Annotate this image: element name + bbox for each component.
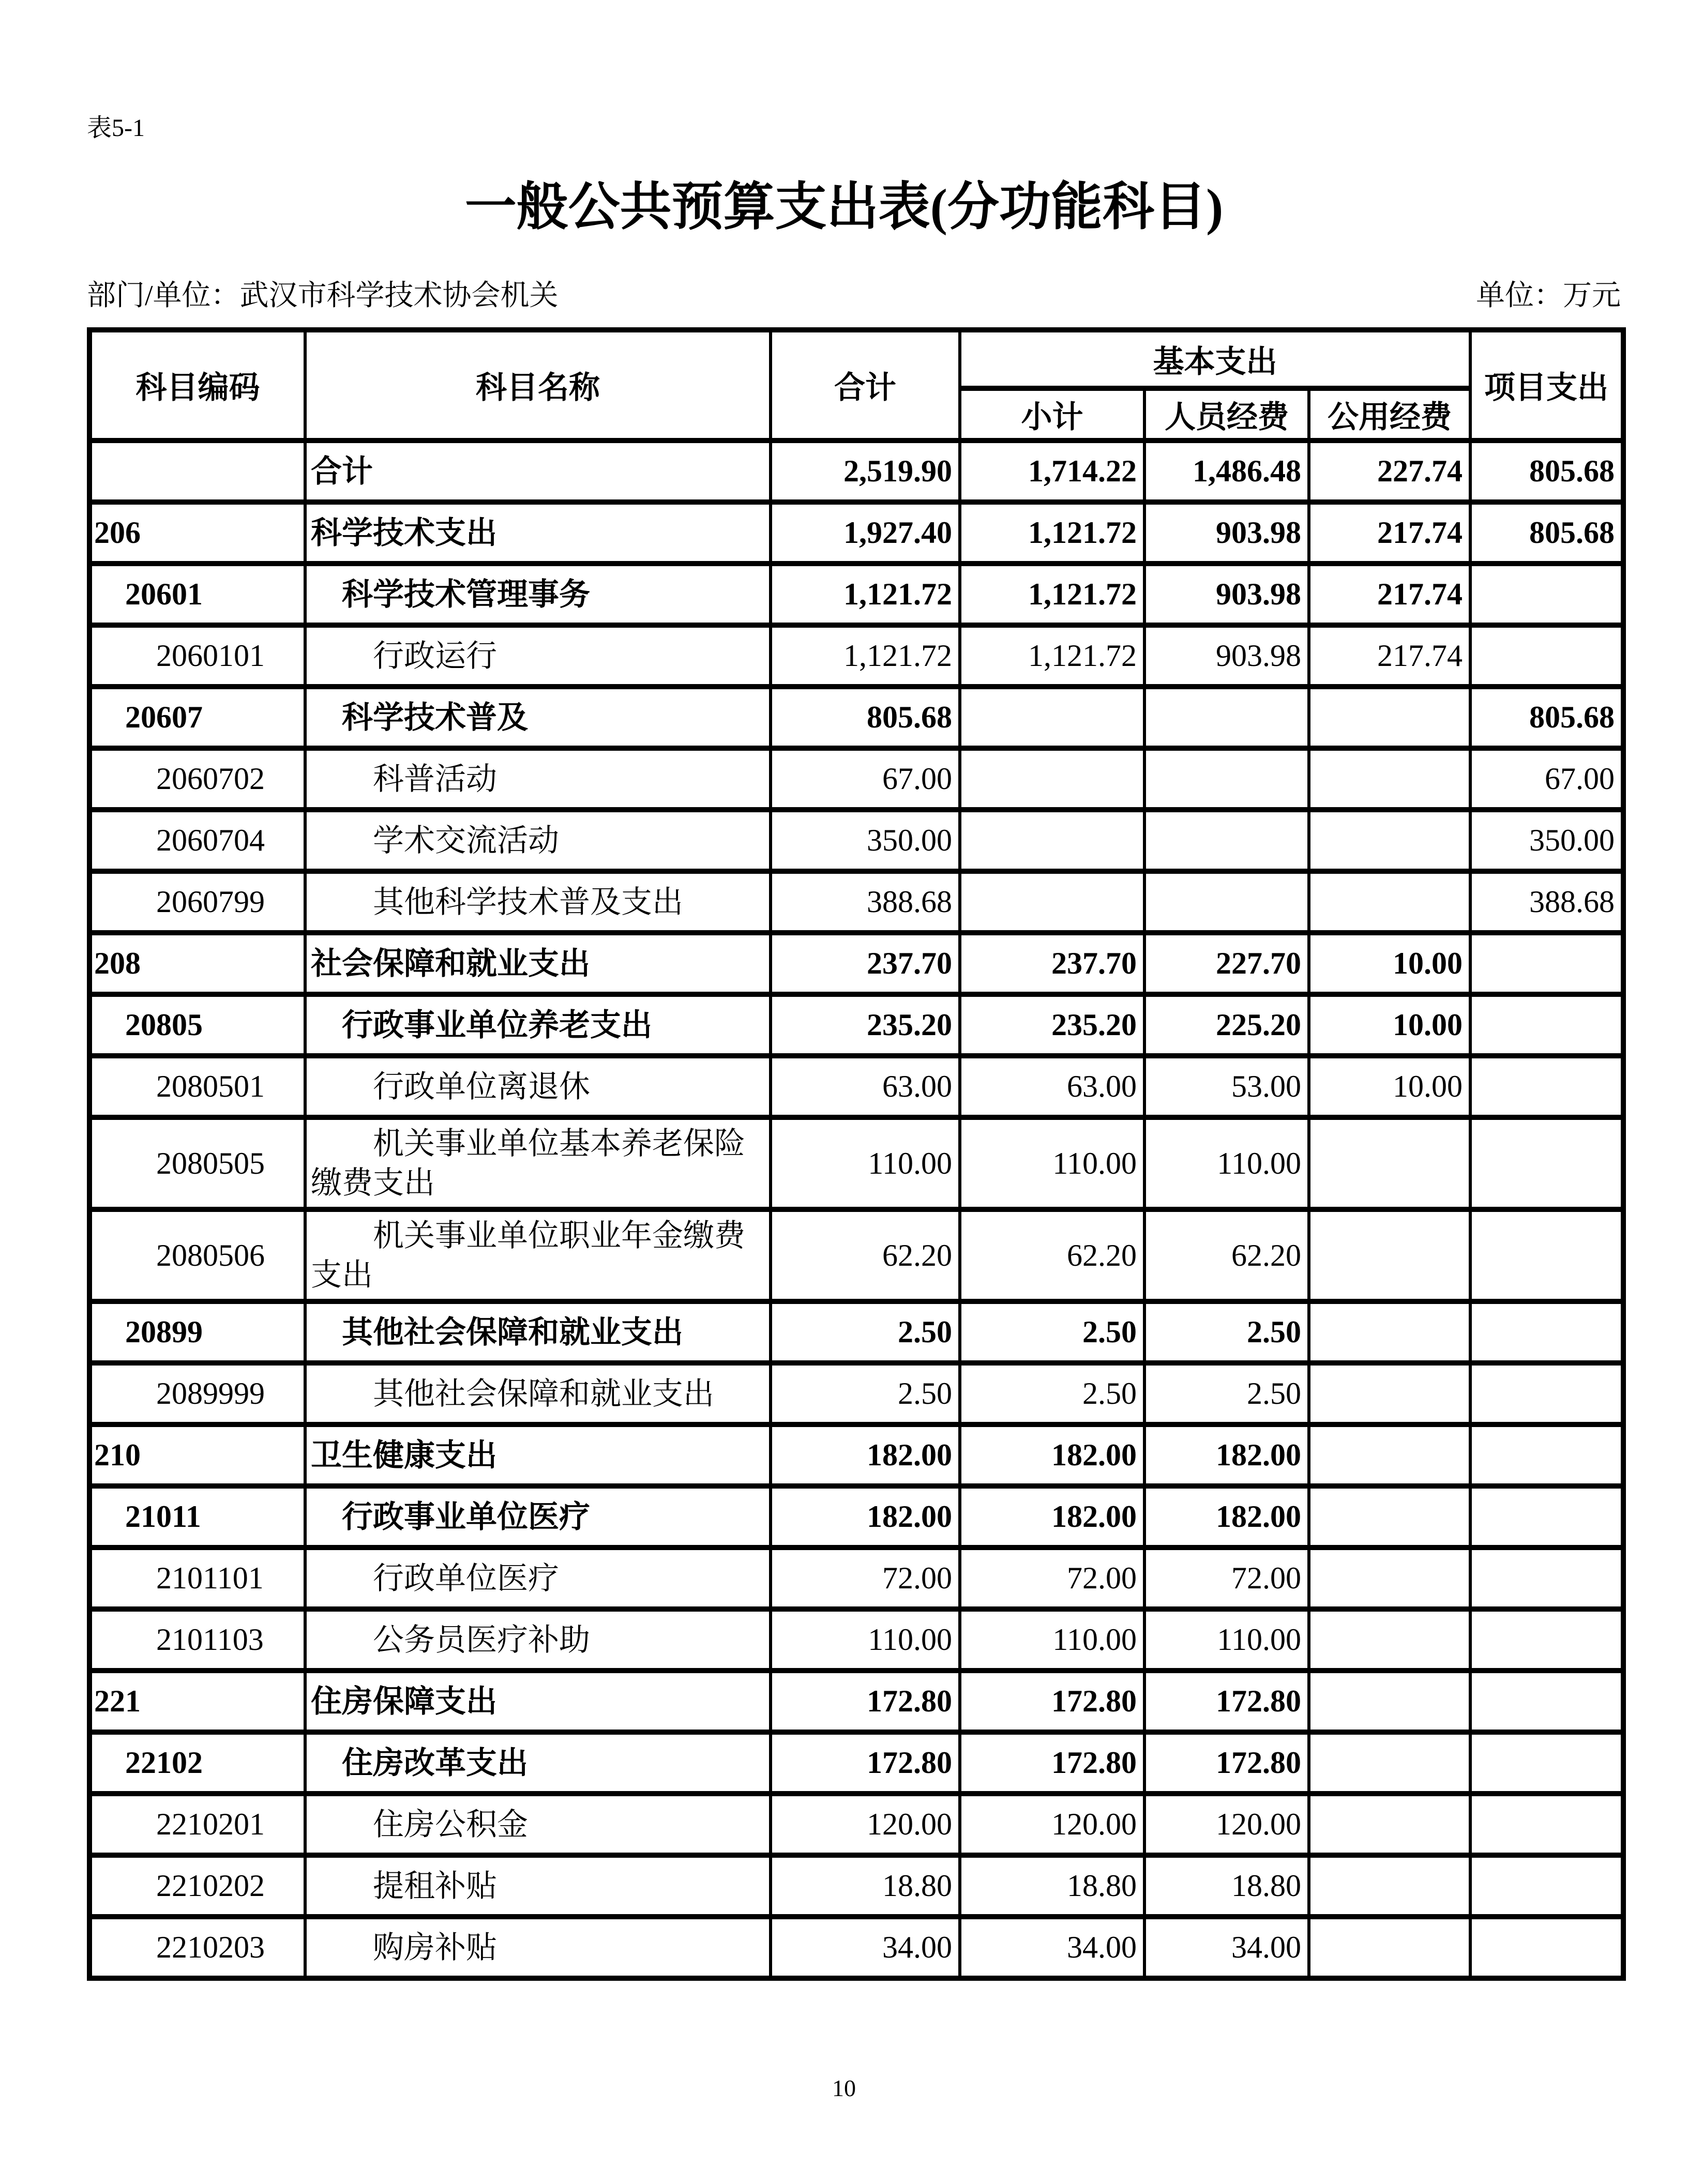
cell-code: 2080505	[89, 1117, 305, 1209]
col-header-name: 科目名称	[305, 330, 771, 441]
cell-code: 2089999	[89, 1363, 305, 1424]
cell-subtotal: 1,121.72	[960, 564, 1144, 625]
cell-public: 10.00	[1309, 933, 1470, 994]
table-row	[89, 1609, 1623, 1671]
cell-personnel: 172.80	[1144, 1732, 1309, 1794]
cell-name: 行政单位医疗	[305, 1548, 771, 1609]
cell-personnel	[1144, 748, 1309, 810]
cell-public	[1309, 871, 1470, 933]
cell-code: 20607	[89, 687, 305, 748]
cell-subtotal: 182.00	[960, 1424, 1144, 1486]
cell-code: 221	[89, 1671, 305, 1732]
cell-personnel: 903.98	[1144, 625, 1309, 687]
cell-name: 社会保障和就业支出	[305, 933, 771, 994]
cell-total: 18.80	[771, 1855, 960, 1917]
cell-subtotal: 110.00	[960, 1117, 1144, 1209]
cell-personnel: 120.00	[1144, 1794, 1309, 1855]
cell-public	[1309, 687, 1470, 748]
table-row	[89, 1301, 1623, 1363]
cell-code: 20805	[89, 994, 305, 1056]
table-row	[89, 871, 1623, 933]
cell-name: 行政运行	[305, 625, 771, 687]
cell-personnel: 110.00	[1144, 1609, 1309, 1671]
cell-project: 805.68	[1470, 502, 1623, 564]
cell-name: 行政事业单位养老支出	[305, 994, 771, 1056]
cell-code: 2210203	[89, 1917, 305, 1978]
table-row	[89, 1056, 1623, 1117]
cell-code: 21011	[89, 1486, 305, 1548]
cell-total: 172.80	[771, 1732, 960, 1794]
col-header-personnel: 人员经费	[1144, 388, 1309, 441]
cell-code: 20899	[89, 1301, 305, 1363]
cell-public: 227.74	[1309, 441, 1470, 502]
table-row	[89, 1209, 1623, 1301]
cell-subtotal: 110.00	[960, 1609, 1144, 1671]
cell-subtotal	[960, 810, 1144, 871]
cell-project	[1470, 1855, 1623, 1917]
cell-code: 20601	[89, 564, 305, 625]
cell-subtotal: 1,121.72	[960, 625, 1144, 687]
cell-subtotal	[960, 748, 1144, 810]
cell-total: 110.00	[771, 1117, 960, 1209]
table-label: 表5-1	[87, 114, 145, 142]
cell-public	[1309, 1732, 1470, 1794]
col-header-public: 公用经费	[1309, 388, 1470, 441]
cell-public	[1309, 1794, 1470, 1855]
cell-name: 行政单位离退休	[305, 1056, 771, 1117]
cell-public	[1309, 1609, 1470, 1671]
table-row	[89, 1732, 1623, 1794]
cell-name: 机关事业单位职业年金缴费支出	[305, 1209, 771, 1301]
cell-name: 科普活动	[305, 748, 771, 810]
cell-code: 2080506	[89, 1209, 305, 1301]
cell-total: 2.50	[771, 1301, 960, 1363]
cell-code: 2210201	[89, 1794, 305, 1855]
cell-subtotal: 1,121.72	[960, 502, 1144, 564]
budget-table	[87, 327, 1626, 1981]
cell-project	[1470, 1056, 1623, 1117]
cell-project	[1470, 1117, 1623, 1209]
cell-subtotal: 62.20	[960, 1209, 1144, 1301]
cell-total: 120.00	[771, 1794, 960, 1855]
cell-name: 住房改革支出	[305, 1732, 771, 1794]
cell-name: 住房保障支出	[305, 1671, 771, 1732]
cell-public: 217.74	[1309, 502, 1470, 564]
cell-project	[1470, 1609, 1623, 1671]
table-row	[89, 1917, 1623, 1978]
cell-project	[1470, 1301, 1623, 1363]
cell-name: 卫生健康支出	[305, 1424, 771, 1486]
cell-total: 2.50	[771, 1363, 960, 1424]
col-header-basic-group: 基本支出	[960, 330, 1470, 388]
cell-public: 10.00	[1309, 994, 1470, 1056]
cell-public	[1309, 1301, 1470, 1363]
cell-total: 62.20	[771, 1209, 960, 1301]
cell-personnel: 110.00	[1144, 1117, 1309, 1209]
cell-project	[1470, 1548, 1623, 1609]
cell-project: 388.68	[1470, 871, 1623, 933]
cell-subtotal	[960, 871, 1144, 933]
cell-subtotal: 182.00	[960, 1486, 1144, 1548]
cell-project: 805.68	[1470, 441, 1623, 502]
cell-total: 1,121.72	[771, 564, 960, 625]
cell-total: 350.00	[771, 810, 960, 871]
cell-public	[1309, 1209, 1470, 1301]
cell-personnel: 227.70	[1144, 933, 1309, 994]
cell-total: 172.80	[771, 1671, 960, 1732]
table-row	[89, 810, 1623, 871]
cell-name: 提租补贴	[305, 1855, 771, 1917]
table-row	[89, 1548, 1623, 1609]
cell-public	[1309, 1855, 1470, 1917]
department-label: 部门/单位：武汉市科学技术协会机关	[87, 280, 559, 312]
col-header-code: 科目编码	[89, 330, 305, 441]
cell-code: 2080501	[89, 1056, 305, 1117]
cell-name: 机关事业单位基本养老保险缴费支出	[305, 1117, 771, 1209]
cell-personnel: 62.20	[1144, 1209, 1309, 1301]
cell-subtotal: 2.50	[960, 1301, 1144, 1363]
page-number: 10	[832, 2075, 856, 2101]
cell-total: 235.20	[771, 994, 960, 1056]
meta-row	[87, 279, 1621, 312]
cell-public: 217.74	[1309, 564, 1470, 625]
cell-personnel: 182.00	[1144, 1424, 1309, 1486]
cell-name: 其他社会保障和就业支出	[305, 1363, 771, 1424]
table-body	[89, 441, 1623, 1978]
cell-public	[1309, 1363, 1470, 1424]
cell-personnel: 903.98	[1144, 502, 1309, 564]
table-header	[89, 330, 1623, 441]
cell-public	[1309, 1548, 1470, 1609]
cell-personnel: 18.80	[1144, 1855, 1309, 1917]
cell-subtotal: 1,714.22	[960, 441, 1144, 502]
table-row	[89, 994, 1623, 1056]
cell-code: 208	[89, 933, 305, 994]
cell-name: 合计	[305, 441, 771, 502]
cell-code: 206	[89, 502, 305, 564]
cell-total: 182.00	[771, 1486, 960, 1548]
cell-subtotal: 2.50	[960, 1363, 1144, 1424]
cell-public	[1309, 1117, 1470, 1209]
table-row	[89, 1117, 1623, 1209]
cell-name: 科学技术管理事务	[305, 564, 771, 625]
cell-total: 182.00	[771, 1424, 960, 1486]
cell-total: 388.68	[771, 871, 960, 933]
col-header-project: 项目支出	[1470, 330, 1623, 441]
cell-code: 2210202	[89, 1855, 305, 1917]
cell-personnel: 53.00	[1144, 1056, 1309, 1117]
cell-subtotal: 172.80	[960, 1732, 1144, 1794]
col-header-subtotal: 小计	[960, 388, 1144, 441]
page-title: 一般公共预算支出表(分功能科目)	[464, 178, 1224, 236]
cell-total: 805.68	[771, 687, 960, 748]
table-row	[89, 441, 1623, 502]
cell-subtotal	[960, 687, 1144, 748]
cell-personnel	[1144, 871, 1309, 933]
cell-code: 2101101	[89, 1548, 305, 1609]
table-row	[89, 687, 1623, 748]
cell-personnel: 903.98	[1144, 564, 1309, 625]
cell-project: 350.00	[1470, 810, 1623, 871]
table-row	[89, 564, 1623, 625]
cell-project	[1470, 625, 1623, 687]
cell-public	[1309, 1917, 1470, 1978]
cell-project	[1470, 1794, 1623, 1855]
cell-total: 67.00	[771, 748, 960, 810]
cell-public	[1309, 1424, 1470, 1486]
cell-name: 其他社会保障和就业支出	[305, 1301, 771, 1363]
cell-subtotal: 237.70	[960, 933, 1144, 994]
cell-name: 行政事业单位医疗	[305, 1486, 771, 1548]
table-row	[89, 748, 1623, 810]
cell-personnel: 72.00	[1144, 1548, 1309, 1609]
cell-personnel	[1144, 687, 1309, 748]
cell-personnel: 172.80	[1144, 1671, 1309, 1732]
cell-personnel: 1,486.48	[1144, 441, 1309, 502]
cell-name: 公务员医疗补助	[305, 1609, 771, 1671]
cell-personnel: 225.20	[1144, 994, 1309, 1056]
cell-code: 2101103	[89, 1609, 305, 1671]
cell-name: 住房公积金	[305, 1794, 771, 1855]
table-row	[89, 1363, 1623, 1424]
cell-personnel: 2.50	[1144, 1301, 1309, 1363]
cell-code: 2060702	[89, 748, 305, 810]
cell-project: 805.68	[1470, 687, 1623, 748]
cell-code: 2060101	[89, 625, 305, 687]
cell-code: 2060799	[89, 871, 305, 933]
cell-public	[1309, 810, 1470, 871]
cell-total: 1,927.40	[771, 502, 960, 564]
cell-name: 学术交流活动	[305, 810, 771, 871]
cell-name: 其他科学技术普及支出	[305, 871, 771, 933]
table-row	[89, 1794, 1623, 1855]
cell-subtotal: 18.80	[960, 1855, 1144, 1917]
cell-total: 110.00	[771, 1609, 960, 1671]
cell-project	[1470, 1732, 1623, 1794]
cell-subtotal: 63.00	[960, 1056, 1144, 1117]
unit-label: 单位：万元	[1476, 280, 1621, 312]
cell-total: 34.00	[771, 1917, 960, 1978]
cell-personnel: 182.00	[1144, 1486, 1309, 1548]
cell-subtotal: 34.00	[960, 1917, 1144, 1978]
table-row	[89, 625, 1623, 687]
cell-project	[1470, 933, 1623, 994]
cell-code: 210	[89, 1424, 305, 1486]
col-header-total: 合计	[771, 330, 960, 441]
cell-subtotal: 72.00	[960, 1548, 1144, 1609]
cell-public	[1309, 1486, 1470, 1548]
cell-personnel	[1144, 810, 1309, 871]
cell-subtotal: 120.00	[960, 1794, 1144, 1855]
cell-project	[1470, 1209, 1623, 1301]
cell-project	[1470, 1363, 1623, 1424]
cell-name: 购房补贴	[305, 1917, 771, 1978]
cell-total: 72.00	[771, 1548, 960, 1609]
table-row	[89, 1855, 1623, 1917]
cell-project	[1470, 1917, 1623, 1978]
cell-public: 10.00	[1309, 1056, 1470, 1117]
cell-project	[1470, 1671, 1623, 1732]
cell-code: 22102	[89, 1732, 305, 1794]
cell-personnel: 2.50	[1144, 1363, 1309, 1424]
cell-total: 63.00	[771, 1056, 960, 1117]
cell-subtotal: 172.80	[960, 1671, 1144, 1732]
cell-project	[1470, 1486, 1623, 1548]
cell-project	[1470, 1424, 1623, 1486]
cell-total: 2,519.90	[771, 441, 960, 502]
cell-public: 217.74	[1309, 625, 1470, 687]
cell-project	[1470, 994, 1623, 1056]
cell-name: 科学技术普及	[305, 687, 771, 748]
table-row	[89, 1671, 1623, 1732]
cell-name: 科学技术支出	[305, 502, 771, 564]
table-row	[89, 933, 1623, 994]
cell-project: 67.00	[1470, 748, 1623, 810]
table-row	[89, 1486, 1623, 1548]
cell-total: 1,121.72	[771, 625, 960, 687]
cell-subtotal: 235.20	[960, 994, 1144, 1056]
cell-code	[89, 441, 305, 502]
table-row	[89, 502, 1623, 564]
cell-project	[1470, 564, 1623, 625]
cell-code: 2060704	[89, 810, 305, 871]
cell-personnel: 34.00	[1144, 1917, 1309, 1978]
cell-total: 237.70	[771, 933, 960, 994]
table-row	[89, 1424, 1623, 1486]
cell-public	[1309, 1671, 1470, 1732]
cell-public	[1309, 748, 1470, 810]
